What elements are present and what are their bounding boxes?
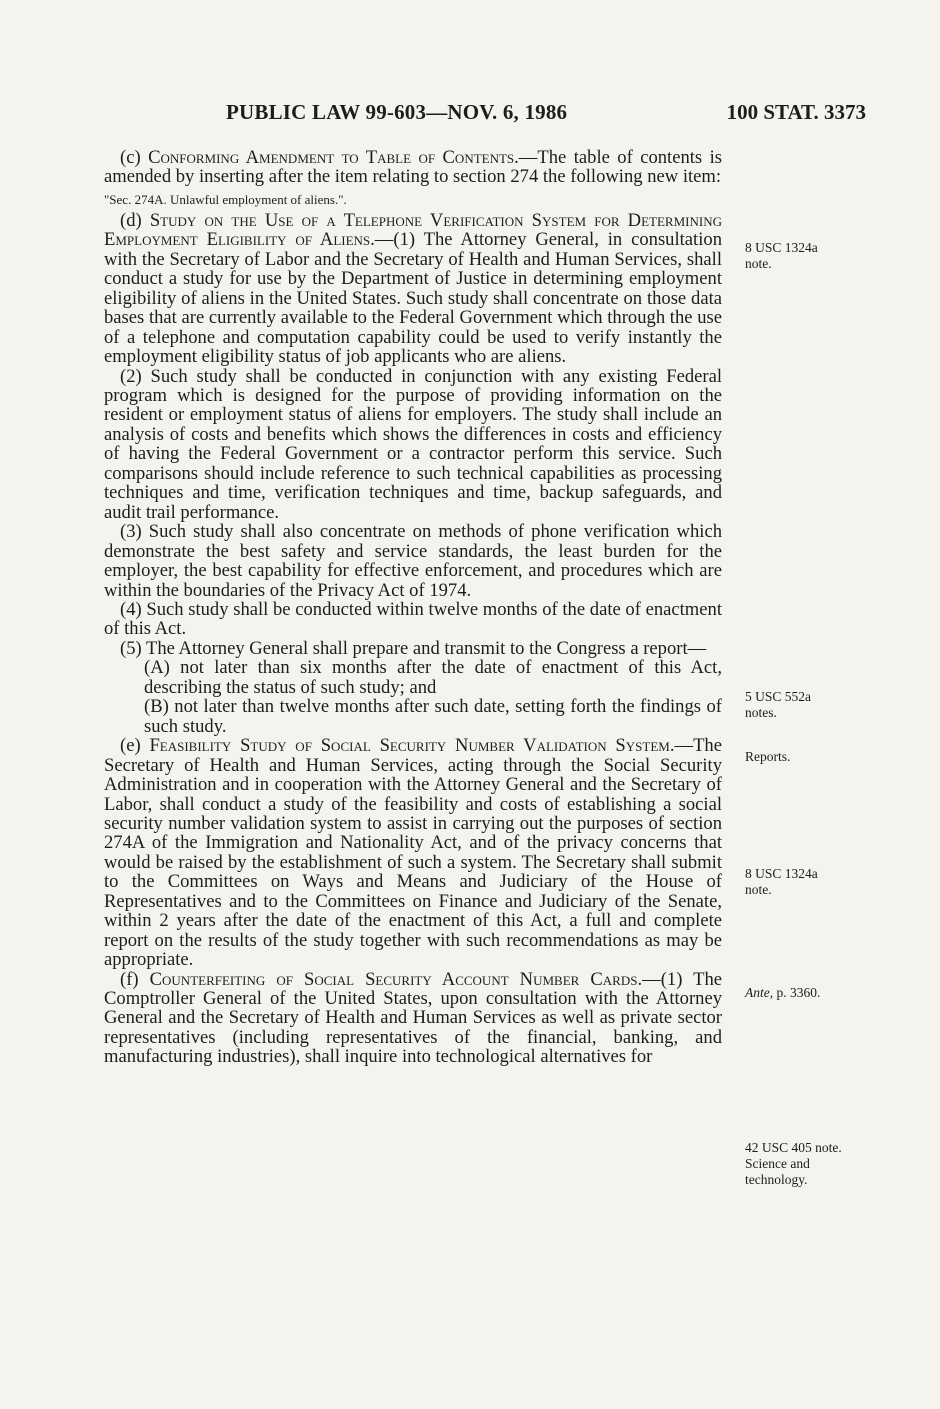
- margin-note-reports-text: Reports.: [745, 749, 791, 764]
- paragraph-c-heading: Conforming Amendment to Table of Contents.: [148, 147, 519, 168]
- margin-note-ante-text: [745, 985, 895, 1001]
- margin-note-e-line2: note.: [745, 882, 772, 897]
- margin-note-d-line1: 8 USC 1324a: [745, 240, 818, 255]
- margin-note-f-line3: technology.: [745, 1172, 808, 1187]
- paragraph-e-heading: Feasibility Study of Social Security Number Validation System.: [149, 735, 675, 757]
- paragraph-f: [104, 970, 722, 1067]
- body-text: [104, 148, 722, 1067]
- page-header: [226, 100, 866, 130]
- paragraph-e: [104, 736, 722, 969]
- margin-note-f-line1: 42 USC 405 note.: [745, 1140, 842, 1155]
- paragraph-d5-b: (B) not later than twelve months after such date, setting forth the findings of such study.: [144, 696, 722, 737]
- paragraph-d4: (4) Such study shall be conducted within twelve months of the date of enactment of this Act.: [104, 598, 722, 640]
- paragraph-f-label: (f): [120, 968, 150, 990]
- margin-note-reports: [745, 749, 895, 765]
- margin-note-e-line1: 8 USC 1324a: [745, 866, 818, 881]
- paragraph-e-text: —The Secretary of Health and Human Services, acting through the Social Security Administration and in cooperation with the Attorney General and the Secretary of Labor, shall conduct a study of the feasibility and costs of establishing a social security number validation system to assist in carrying out the purposes of section 274A of the Immigration and Nationality Act, and of the privacy concerns that would be raised by the establishment of such a system. The Secretary shall submit to the Committees on Ways and Means and Judiciary of the House of Representatives and to the Committees on Finance and Judiciary of the Senate, within 2 years after the date of the enactment of this Act, a full and complete report on the results of the study together with such recommendations as may be appropriate.: [104, 735, 722, 971]
- margin-note-e: [745, 866, 895, 898]
- paragraph-c-text: —The table of contents is amended by inserting after the item relating to section 274 the following new item:: [104, 147, 722, 188]
- margin-note-ante-page: p. 3360.: [773, 985, 821, 1000]
- margin-note-privacy-line2: notes.: [745, 705, 777, 720]
- paragraph-d3: (3) Such study shall also concentrate on methods of phone verification which demonstrate the best safety and service standards, the least burden for the employer, the best capability for effective enforcement, and procedures which are within the boundaries of the Privacy Act of 1974.: [104, 521, 722, 601]
- margin-note-privacy-line1: 5 USC 552a: [745, 689, 812, 704]
- margin-note-privacy-act: [745, 689, 895, 721]
- paragraph-c: [104, 148, 722, 187]
- margin-note-d-line2: note.: [745, 256, 772, 271]
- paragraph-d2: (2) Such study shall be conducted in conjunction with any existing Federal program which is designed for the purpose of providing information on the resident or employment status of aliens for employers. The study shall include an analysis of costs and benefits which shows the differences in costs and efficiency of having the Federal Government or a contractor perform this service. Such comparisons should include reference to such technical capabilities as processing techniques and time, verification techniques and time, backup safeguards, and audit trail performance.: [104, 365, 722, 523]
- margin-note-d: [745, 240, 895, 272]
- paragraph-f-text: —(1) The Comptroller General of the United States, upon consultation with the Attorney General and the Secretary of Health and Human Services as well as private sector representatives (including representatives of the financial, banking, and manufacturing industries), shall inquire into technological alternatives for: [104, 968, 722, 1068]
- margin-note-ante: [745, 985, 895, 1001]
- paragraph-d-label: (d): [120, 209, 150, 231]
- header-stat-page: 100 STAT. 3373: [726, 100, 866, 124]
- paragraph-d5-a: (A) not later than six months after the date of enactment of this Act, describing the status of such study; and: [144, 657, 722, 698]
- paragraph-d-text: —(1) The Attorney General, in consultation with the Secretary of Labor and the Secretary of Health and Human Services, shall conduct a study for use by the Department of Justice in determining employment eligibility of aliens in the United States. Such study shall concentrate on those data bases that are currently available to the Federal Government which through the use of a telephone and computation capability could be used to verify instantly the employment eligibility status of job applicants who are aliens.: [104, 229, 722, 368]
- paragraph-d-heading: Study on the Use of a Telephone Verification System for Determining Employment Eligibility of Aliens.: [104, 209, 722, 251]
- toc-item: "Sec. 274A. Unlawful employment of aliens.".: [104, 191, 347, 207]
- margin-note-f: [745, 1140, 895, 1188]
- paragraph-d: [104, 211, 722, 367]
- paragraph-c-label: (c): [120, 147, 149, 168]
- margin-note-f-line2: Science and: [745, 1156, 810, 1171]
- header-title: PUBLIC LAW 99-603—NOV. 6, 1986: [226, 100, 568, 124]
- paragraph-e-label: (e): [120, 735, 150, 757]
- paragraph-f-heading: Counterfeiting of Social Security Account Number Cards.: [149, 968, 643, 990]
- paragraph-d5: (5) The Attorney General shall prepare and transmit to the Congress a report—: [120, 637, 707, 659]
- margin-note-ante-word: Ante,: [745, 985, 774, 1000]
